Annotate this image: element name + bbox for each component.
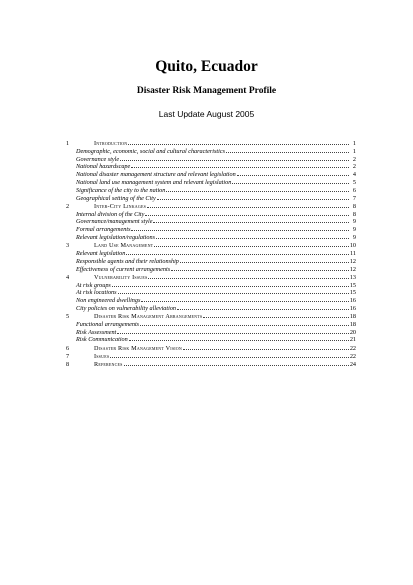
document-title: Quito, Ecuador — [155, 58, 258, 75]
toc-entry-label: Disaster Risk Management Arrangements — [94, 313, 203, 321]
toc-entry-label: Formal arrangements — [76, 226, 131, 234]
toc-section-number: 6 — [66, 344, 70, 352]
toc-dot-leader — [112, 280, 349, 287]
toc-page-number: 22 — [349, 344, 356, 352]
toc-section-number: 5 — [66, 313, 70, 321]
toc-dot-leader — [226, 146, 349, 153]
toc-section-entry[interactable] — [66, 359, 356, 367]
toc-subsection-entry[interactable] — [66, 280, 356, 288]
toc-dot-leader — [124, 359, 349, 366]
toc-entry-label: Risk Assessment — [76, 328, 117, 336]
document-subtitle: Disaster Risk Management Profile — [136, 86, 277, 96]
toc-page-number: 7 — [352, 194, 356, 202]
toc-entry-label: Governance style — [76, 155, 120, 163]
toc-page-number: 1 — [352, 147, 356, 155]
toc-dot-leader — [148, 272, 348, 279]
toc-entry-label: References — [94, 361, 123, 369]
table-of-contents — [66, 138, 356, 367]
toc-section-entry[interactable] — [66, 201, 356, 209]
toc-subsection-entry[interactable] — [66, 225, 356, 233]
toc-entry-label: Significance of the city to the nation — [76, 186, 166, 194]
toc-page-number: 20 — [349, 328, 356, 336]
toc-subsection-entry[interactable] — [66, 154, 356, 162]
toc-subsection-entry[interactable] — [66, 256, 356, 264]
toc-page-number: 2 — [352, 163, 356, 171]
toc-section-entry[interactable] — [66, 241, 356, 249]
toc-entry-label: National land use management system and relevant legislation — [76, 178, 232, 186]
toc-dot-leader — [232, 177, 349, 184]
toc-subsection-entry[interactable] — [66, 146, 356, 154]
toc-page-number: 1 — [352, 139, 356, 147]
toc-page-number: 9 — [352, 218, 356, 226]
toc-section-number: 7 — [66, 352, 70, 360]
toc-dot-leader — [128, 138, 349, 145]
toc-section-number: 3 — [66, 242, 70, 250]
toc-page-number: 12 — [349, 265, 356, 273]
toc-dot-leader — [147, 201, 349, 208]
toc-page-number: 18 — [349, 313, 356, 321]
toc-dot-leader — [166, 185, 349, 192]
toc-entry-label: Internal division of the City — [76, 210, 145, 218]
toc-entry-label: Risk Communication — [76, 336, 128, 344]
toc-page-number: 16 — [349, 304, 356, 312]
toc-section-entry[interactable] — [66, 343, 356, 351]
toc-page-number: 18 — [349, 320, 356, 328]
toc-page-number: 22 — [349, 352, 356, 360]
toc-page-number: 15 — [349, 289, 356, 297]
toc-subsection-entry[interactable] — [66, 303, 356, 311]
toc-subsection-entry[interactable] — [66, 327, 356, 335]
toc-subsection-entry[interactable] — [66, 177, 356, 185]
toc-dot-leader — [129, 335, 349, 342]
toc-entry-label: Introduction — [94, 139, 128, 147]
toc-page-number: 4 — [352, 171, 356, 179]
toc-subsection-entry[interactable] — [66, 335, 356, 343]
toc-entry-label: Governance/management style — [76, 218, 153, 226]
toc-subsection-entry[interactable] — [66, 170, 356, 178]
toc-page-number: 2 — [352, 155, 356, 163]
last-update-text: Last Update August 2005 — [158, 109, 255, 119]
toc-subsection-entry[interactable] — [66, 232, 356, 240]
toc-dot-leader — [154, 241, 349, 248]
toc-dot-leader — [171, 264, 349, 271]
toc-page-number: 9 — [352, 226, 356, 234]
toc-subsection-entry[interactable] — [66, 248, 356, 256]
toc-section-entry[interactable] — [66, 351, 356, 359]
toc-page-number: 13 — [349, 273, 356, 281]
toc-entry-label: Relevant legislation/regulations — [76, 233, 155, 241]
toc-section-number: 1 — [66, 139, 70, 147]
toc-entry-label: Land Use Management — [94, 242, 154, 250]
toc-subsection-entry[interactable] — [66, 319, 356, 327]
toc-dot-leader — [131, 225, 349, 232]
toc-dot-leader — [126, 248, 349, 255]
toc-dot-leader — [120, 154, 349, 161]
toc-dot-leader — [157, 193, 349, 200]
toc-entry-label: Functional arrangements — [76, 320, 140, 328]
toc-dot-leader — [118, 288, 349, 295]
toc-entry-label: Demographic, economic, social and cultural characteristics — [76, 147, 225, 155]
toc-entry-label: Geographical setting of the City — [76, 194, 156, 202]
toc-entry-label: Vulnerability Issues — [94, 273, 148, 281]
toc-entry-label: National disaster management structure and relevant legislation — [76, 171, 236, 179]
toc-dot-leader — [183, 343, 349, 350]
toc-subsection-entry[interactable] — [66, 209, 356, 217]
toc-entry-label: Relevant legislation — [76, 249, 126, 257]
toc-entry-label: At risk groups — [76, 281, 111, 289]
toc-section-number: 4 — [66, 273, 70, 281]
toc-subsection-entry[interactable] — [66, 185, 356, 193]
toc-section-entry[interactable] — [66, 272, 356, 280]
toc-subsection-entry[interactable] — [66, 193, 356, 201]
toc-page-number: 21 — [349, 336, 356, 344]
toc-entry-label: At risk locations — [76, 289, 117, 297]
toc-dot-leader — [177, 303, 349, 310]
toc-section-entry[interactable] — [66, 138, 356, 146]
toc-page-number: 10 — [349, 242, 356, 250]
toc-page-number: 16 — [349, 297, 356, 305]
toc-subsection-entry[interactable] — [66, 288, 356, 296]
toc-page-number: 6 — [352, 186, 356, 194]
toc-entry-label: National hazardscape — [76, 163, 131, 171]
toc-page-number: 5 — [352, 178, 356, 186]
toc-entry-label: Responsible agents and their relationship — [76, 257, 179, 265]
toc-page-number: 24 — [349, 361, 356, 369]
toc-section-number: 2 — [66, 202, 70, 210]
toc-page-number: 11 — [350, 249, 356, 257]
toc-subsection-entry[interactable] — [66, 162, 356, 170]
toc-dot-leader — [145, 209, 349, 216]
toc-page-number: 8 — [352, 202, 356, 210]
toc-dot-leader — [140, 319, 349, 326]
toc-dot-leader — [117, 327, 349, 334]
toc-dot-leader — [237, 170, 349, 177]
toc-page-number: 12 — [349, 257, 356, 265]
toc-dot-leader — [141, 296, 348, 303]
toc-entry-label: Disaster Risk Management Vision — [94, 344, 182, 352]
toc-entry-label: Issues — [94, 352, 110, 360]
toc-dot-leader — [153, 217, 349, 224]
toc-dot-leader — [156, 232, 349, 239]
toc-entry-label: Non engineered dwellings — [76, 297, 141, 305]
toc-entry-label: Inter-City Linkages — [94, 202, 147, 210]
toc-entry-label: City policies on vulnerability alleviation — [76, 304, 177, 312]
toc-page-number: 8 — [352, 210, 356, 218]
toc-page-number: 15 — [349, 281, 356, 289]
toc-entry-label: Effectiveness of current arrangements — [76, 265, 171, 273]
toc-dot-leader — [203, 311, 349, 318]
toc-section-entry[interactable] — [66, 311, 356, 319]
toc-section-number: 8 — [66, 361, 70, 369]
toc-dot-leader — [180, 256, 349, 263]
toc-dot-leader — [110, 351, 349, 358]
toc-page-number: 9 — [352, 233, 356, 241]
toc-subsection-entry[interactable] — [66, 217, 356, 225]
toc-dot-leader — [131, 162, 349, 169]
toc-subsection-entry[interactable] — [66, 296, 356, 304]
toc-subsection-entry[interactable] — [66, 264, 356, 272]
